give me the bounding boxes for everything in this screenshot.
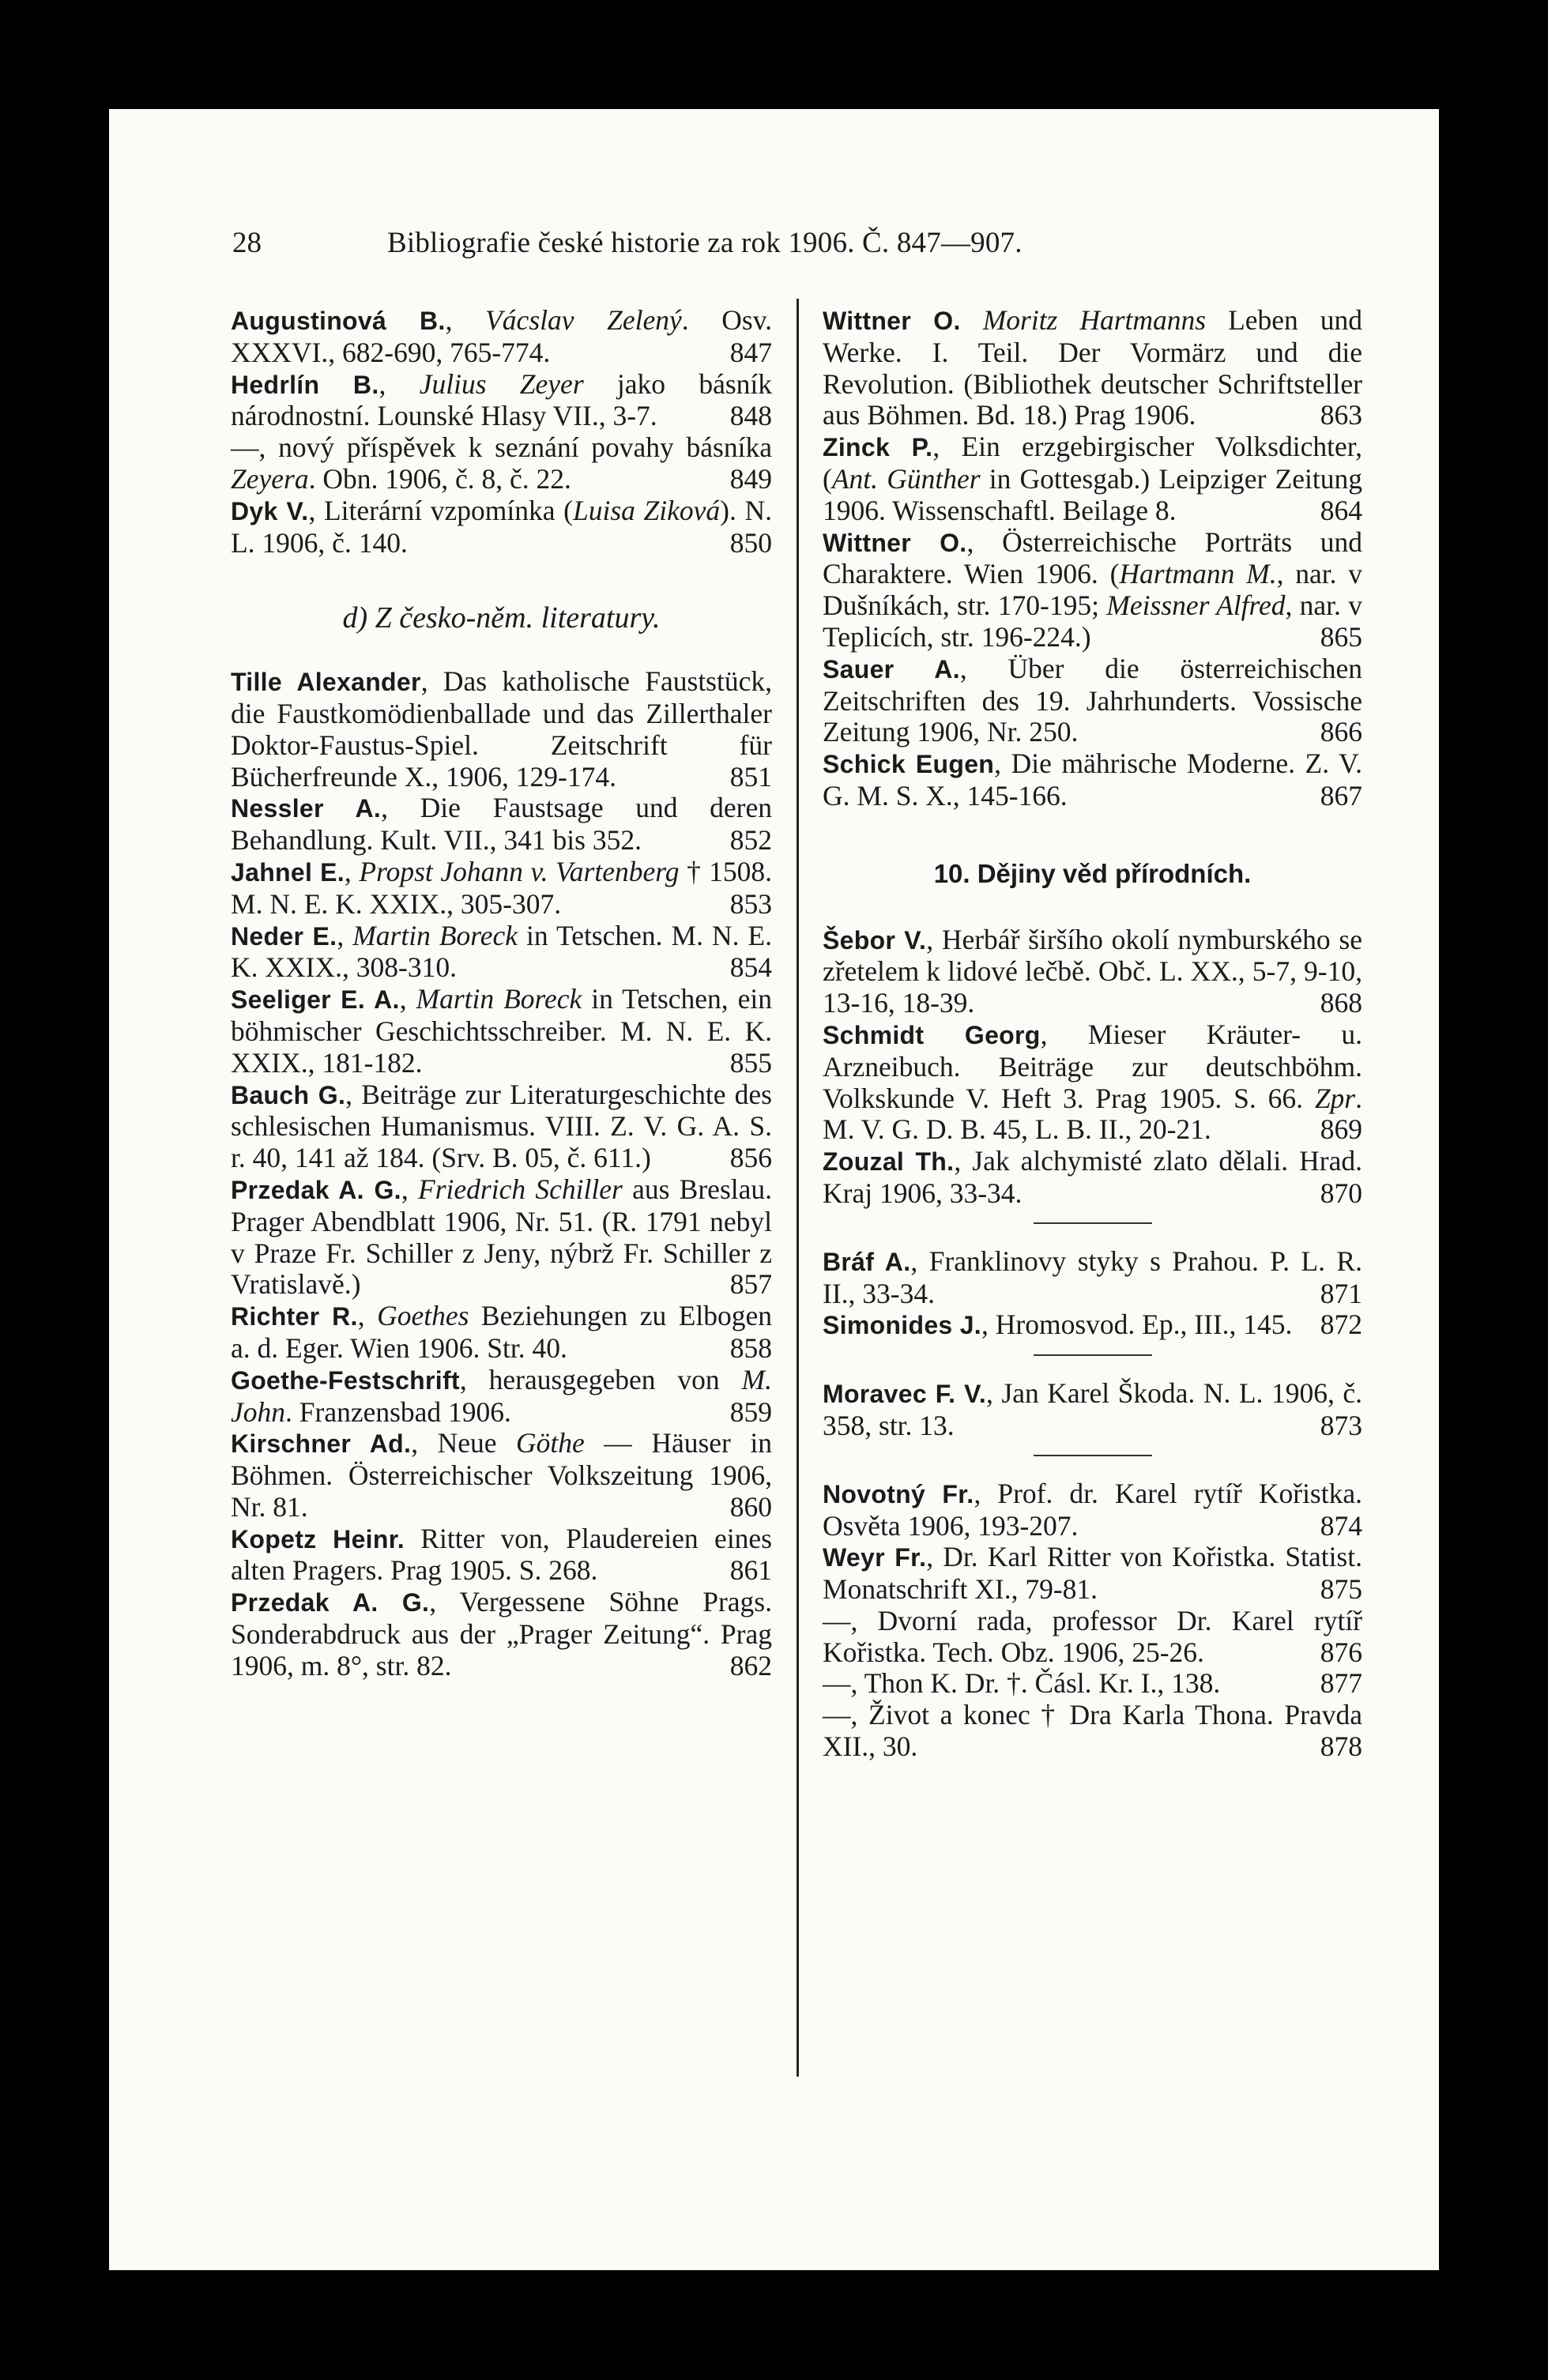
- entry-number: 852: [729, 824, 772, 857]
- entry-number: 858: [729, 1331, 772, 1364]
- entry-text: Beziehungen zu Elbogen a. d. Eger. Wien 1906. Str. 40.: [231, 1300, 773, 1364]
- entry-text: , Hromosvod. Ep., III., 145.: [981, 1309, 1293, 1341]
- entry-number: 867: [1320, 779, 1362, 812]
- entry-text: , Prof. dr. Karel rytíř Kořistka. Osvěta 1906, 193-207.: [823, 1477, 1362, 1542]
- separator-rule: [1034, 1455, 1152, 1456]
- bibliography-entry: [231, 305, 772, 369]
- entry-author: Dyk V.: [231, 496, 309, 525]
- entry-author: Šebor V.: [823, 925, 927, 955]
- entry-number: 868: [1320, 987, 1362, 1019]
- bibliography-entry: [231, 793, 772, 857]
- bibliography-entry: [231, 1587, 772, 1681]
- entry-number: 865: [1320, 620, 1362, 653]
- entry-text: in Tetschen, ein böhmischer Geschichtsschreiber. M. N. E. K. XXIX., 181-182.: [231, 983, 772, 1079]
- entry-group: [823, 1378, 1362, 1442]
- entry-number: 863: [1320, 399, 1362, 431]
- bibliography-entry: [231, 1301, 772, 1365]
- entry-italic-text: Julius Zeyer: [419, 367, 584, 400]
- entry-italic-text: Ant. Günther: [831, 462, 981, 495]
- entry-text: ,: [337, 919, 353, 951]
- entry-number: 854: [729, 951, 772, 984]
- entry-text: ,: [445, 304, 486, 336]
- entry-italic-text: Meissner Alfred: [1106, 589, 1286, 622]
- bibliography-entry: [823, 1146, 1362, 1210]
- entry-text: ). N. L. 1906, č. 140.: [231, 494, 772, 559]
- book-page: [109, 109, 1439, 2270]
- entry-italic-text: M. John: [231, 1363, 772, 1428]
- bibliography-entry: [823, 1378, 1362, 1442]
- bibliography-entry: [823, 748, 1362, 812]
- bibliography-entry: [823, 527, 1362, 653]
- separator-rule: [1034, 1354, 1152, 1356]
- entry-text: ,: [344, 855, 360, 887]
- bibliography-entry: [823, 653, 1362, 748]
- entry-author: Zinck P.: [823, 433, 933, 462]
- entry-number: 857: [729, 1268, 772, 1301]
- entry-text: , Ein erzgebirgischer Volksdichter, (: [823, 431, 1362, 495]
- bibliography-entry: [231, 1365, 772, 1429]
- entry-number: 877: [1320, 1667, 1362, 1700]
- entry-text: , nar. v Teplicích, str. 196-224.): [823, 589, 1362, 653]
- entry-author: Przedak A. G.: [231, 1588, 430, 1617]
- entry-italic-text: Zeyera: [231, 462, 309, 495]
- entry-author: Moravec F. V.: [823, 1380, 987, 1409]
- entry-author: Kirschner Ad.: [231, 1429, 412, 1459]
- bibliography-entry: [823, 925, 1362, 1019]
- bibliography-entry: [823, 431, 1362, 526]
- entry-author: Wittner O.: [823, 307, 961, 335]
- entry-author: Richter R.: [231, 1302, 358, 1331]
- entry-text: ,: [379, 367, 420, 400]
- entry-text: , Jak alchymisté zlato dělali. Hrad. Kraj 1906, 33-34.: [823, 1145, 1363, 1209]
- entry-text: , Neue: [411, 1427, 517, 1459]
- entry-text: . Obn. 1906, č. 8, č. 22.: [308, 462, 571, 495]
- entry-text: in Tetschen. M. N. E. K. XXIX., 308-310.: [231, 919, 772, 984]
- entry-text: . M. V. G. D. B. 45, L. B. II., 20-21.: [823, 1082, 1362, 1146]
- entry-number: 860: [729, 1490, 772, 1523]
- entry-italic-text: Martin Boreck: [416, 983, 582, 1015]
- entry-number: 878: [1320, 1730, 1362, 1763]
- entry-number: 872: [1320, 1309, 1362, 1341]
- entry-author: Simonides J.: [823, 1311, 981, 1340]
- separator-rule: [1034, 1222, 1152, 1224]
- entry-author: Hedrlín B.: [231, 370, 379, 399]
- entry-text: . Franzensbad 1906.: [285, 1395, 511, 1428]
- entry-group: [823, 305, 1362, 812]
- entry-number: 861: [729, 1554, 772, 1587]
- entry-author: Weyr Fr.: [823, 1543, 927, 1572]
- bibliography-entry: [231, 857, 772, 921]
- entry-text: [961, 304, 983, 336]
- entry-text: . Osv. XXXVI., 682-690, 765-774.: [231, 304, 773, 368]
- entry-author: Schmidt Georg: [823, 1020, 1041, 1049]
- entry-text: , Österreichische Porträts und Charaktere. Wien 1906. (: [823, 525, 1362, 590]
- entry-italic-text: Zpr: [1314, 1082, 1356, 1114]
- entry-number: 856: [729, 1142, 772, 1174]
- entry-text: , Über die österreichischen Zeitschriften des 19. Jahrhunderts. Vossische Zeitung 1906, Nr. 250.: [823, 652, 1363, 748]
- entry-text: in Gottesgab.) Leipziger Zeitung 1906. Wissenschaftl. Beilage 8.: [823, 462, 1363, 526]
- entry-text: , nar. v Dušníkách, str. 170-195;: [823, 558, 1362, 622]
- entry-number: 851: [729, 760, 772, 793]
- entry-author: Seeliger E. A.: [231, 985, 400, 1015]
- entry-text: , Dr. Karl Ritter von Kořistka. Statist. Monatschrift XI., 79-81.: [823, 1541, 1362, 1606]
- entry-text: —, nový příspěvek k seznání povahy básníka: [231, 431, 772, 464]
- entry-number: 866: [1320, 716, 1362, 748]
- entry-number: 873: [1320, 1409, 1362, 1441]
- entry-italic-text: Propst Johann v. Vartenberg: [359, 855, 680, 887]
- bibliography-entry: [231, 1079, 772, 1174]
- entry-author: Bráf A.: [823, 1247, 911, 1276]
- entry-italic-text: Moritz Hartmanns: [982, 304, 1207, 336]
- entry-author: Novotný Fr.: [823, 1479, 974, 1508]
- bibliography-entry: [231, 921, 772, 985]
- bibliography-entry: [231, 1174, 772, 1301]
- entry-text: jako básník národnostní. Lounské Hlasy VII., 3-7.: [231, 367, 773, 432]
- entry-text: , Die mährische Moderne. Z. V. G. M. S. X., 145-166.: [823, 748, 1362, 812]
- bibliography-entry: [823, 1668, 1362, 1700]
- bibliography-entry: [231, 666, 772, 793]
- entry-number: 849: [729, 462, 772, 495]
- entry-group: [231, 305, 772, 559]
- bibliography-entry: [231, 495, 772, 559]
- entry-author: Augustinová B.: [231, 307, 446, 335]
- entry-author: Tille Alexander: [231, 668, 421, 697]
- entry-author: Zouzal Th.: [823, 1147, 955, 1177]
- section-heading-10: 10. Dějiny věd přírodních.: [933, 858, 1252, 888]
- entry-text: , Beiträge zur Literaturgeschichte des schlesischen Humanismus. VIII. Z. V. G. A. S. r. 40, 141 až 184. (Srv. B. 05, č. 611.): [231, 1078, 772, 1174]
- entry-number: 876: [1320, 1636, 1362, 1668]
- bibliography-entry: [823, 1309, 1362, 1342]
- entry-text: , Mieser Kräuter- u. Arzneibuch. Beiträge zur deutschböhm. Volkskunde V. Heft 3. Prag 1905. S. 66.: [823, 1018, 1362, 1114]
- entry-number: 864: [1320, 494, 1362, 526]
- bibliography-entry: [823, 305, 1362, 431]
- entry-text: —, Život a konec † Dra Karla Thona. Pravda XII., 30.: [823, 1699, 1362, 1763]
- entry-number: 875: [1320, 1573, 1362, 1606]
- entry-author: Schick Eugen: [823, 750, 995, 779]
- entry-text: ,: [399, 983, 416, 1015]
- bibliography-entry: [823, 1019, 1362, 1146]
- entry-text: ,: [401, 1173, 419, 1205]
- page-number: 28: [232, 227, 262, 259]
- entry-italic-text: Goethes: [377, 1300, 469, 1332]
- entry-number: 869: [1320, 1113, 1362, 1146]
- bibliography-entry: [823, 1606, 1362, 1669]
- entry-text: , herausgegeben von: [459, 1363, 742, 1395]
- bibliography-entry: [231, 1523, 772, 1587]
- entry-text: , Literární vzpomínka (: [308, 494, 573, 526]
- entry-number: 848: [729, 400, 772, 432]
- entry-text: , Franklinovy styky s Prahou. P. L. R. II., 33-34.: [823, 1245, 1362, 1309]
- entry-author: Kopetz Heinr.: [231, 1524, 405, 1553]
- entry-author: Goethe-Festschrift: [231, 1365, 460, 1395]
- entry-text: , Jan Karel Škoda. N. L. 1906, č. 358, str. 13.: [823, 1377, 1362, 1441]
- entry-group: [823, 925, 1362, 1210]
- bibliography-entry: [231, 369, 772, 433]
- bibliography-entry: [823, 1246, 1362, 1310]
- entry-author: Bauch G.: [231, 1080, 346, 1109]
- bibliography-entry: [231, 984, 772, 1079]
- entry-italic-text: Martin Boreck: [352, 919, 518, 951]
- entry-italic-text: Göthe: [516, 1427, 585, 1459]
- bibliography-entry: [823, 1542, 1362, 1606]
- entry-number: 847: [729, 336, 772, 368]
- bibliography-entry: [823, 1478, 1362, 1542]
- entry-group: [823, 1478, 1362, 1763]
- entry-number: 855: [729, 1046, 772, 1079]
- entry-number: 862: [729, 1649, 772, 1681]
- entry-text: † 1508. M. N. E. K. XXIX., 305-307.: [231, 855, 773, 920]
- entry-text: —, Thon K. Dr. †. Čásl. Kr. I., 138.: [823, 1667, 1221, 1700]
- bibliography-entry: [231, 432, 772, 495]
- column-divider: [797, 299, 799, 2077]
- entry-number: 850: [729, 526, 772, 559]
- entry-author: Wittner O.: [823, 528, 967, 557]
- entry-group: [823, 1246, 1362, 1342]
- left-column: [231, 305, 772, 1682]
- entry-author: Neder E.: [231, 921, 337, 951]
- entry-author: Sauer A.: [823, 654, 960, 683]
- entry-text: , Herbář širšího okolí nymburského se zřetelem k lidové lečbě. Obč. L. XX., 5-7, 9-10, 13-16, 18-39.: [823, 923, 1362, 1019]
- entry-number: 874: [1320, 1509, 1362, 1542]
- entry-author: Jahnel E.: [231, 857, 345, 887]
- entry-italic-text: Vácslav Zelený: [485, 304, 682, 336]
- entry-italic-text: Luisa Ziková: [572, 494, 721, 526]
- entry-group: [231, 666, 772, 1682]
- entry-text: Leben und Werke. I. Teil. Der Vormärz und die Revolution. (Bibliothek deutscher Schriftsteller aus Böhmen. Bd. 18.) Prag 1906.: [823, 304, 1363, 431]
- entry-text: ,: [357, 1300, 378, 1332]
- entry-text: — Häuser in Böhmen. Österreichischer Volkszeitung 1906, Nr. 81.: [231, 1427, 772, 1523]
- right-column: [823, 305, 1362, 1763]
- entry-italic-text: Friedrich Schiller: [418, 1173, 623, 1205]
- entry-text: Ritter von, Plaudereien eines alten Pragers. Prag 1905. S. 268.: [231, 1522, 772, 1587]
- entry-number: 871: [1320, 1277, 1362, 1309]
- entry-number: 853: [729, 887, 772, 920]
- section-heading-d: d) Z česko-něm. literatury.: [342, 601, 661, 635]
- entry-text: , Vergessene Söhne Prags. Sonderabdruck aus der „Prager Zeitung“. Prag 1906, m. 8°, str. 82.: [231, 1586, 772, 1681]
- entry-text: , Die Faustsage und deren Behandlung. Kult. VII., 341 bis 352.: [231, 792, 773, 857]
- entry-author: Nessler A.: [231, 794, 382, 823]
- entry-number: 870: [1320, 1177, 1362, 1209]
- entry-text: —, Dvorní rada, professor Dr. Karel rytíř Kořistka. Tech. Obz. 1906, 25-26.: [823, 1604, 1362, 1668]
- entry-number: 859: [729, 1395, 772, 1428]
- bibliography-entry: [231, 1428, 772, 1523]
- bibliography-entry: [823, 1700, 1362, 1763]
- entry-italic-text: Hartmann M.: [1119, 558, 1277, 590]
- entry-text: , Das katholische Fauststück, die Faustkomödienballade und das Zillerthaler Doktor-Faustus-Spiel. Zeitschrift für Bücherfreunde X., 1906, 129-174.: [231, 665, 772, 793]
- running-title: Bibliografie české historie za rok 1906. Č. 847—907.: [387, 227, 1023, 259]
- entry-text: aus Breslau. Prager Abendblatt 1906, Nr. 51. (R. 1791 nebyl v Praze Fr. Schiller z Jeny, nýbrž Fr. Schiller z Vratislavě.): [231, 1173, 772, 1301]
- entry-author: Przedak A. G.: [231, 1175, 401, 1204]
